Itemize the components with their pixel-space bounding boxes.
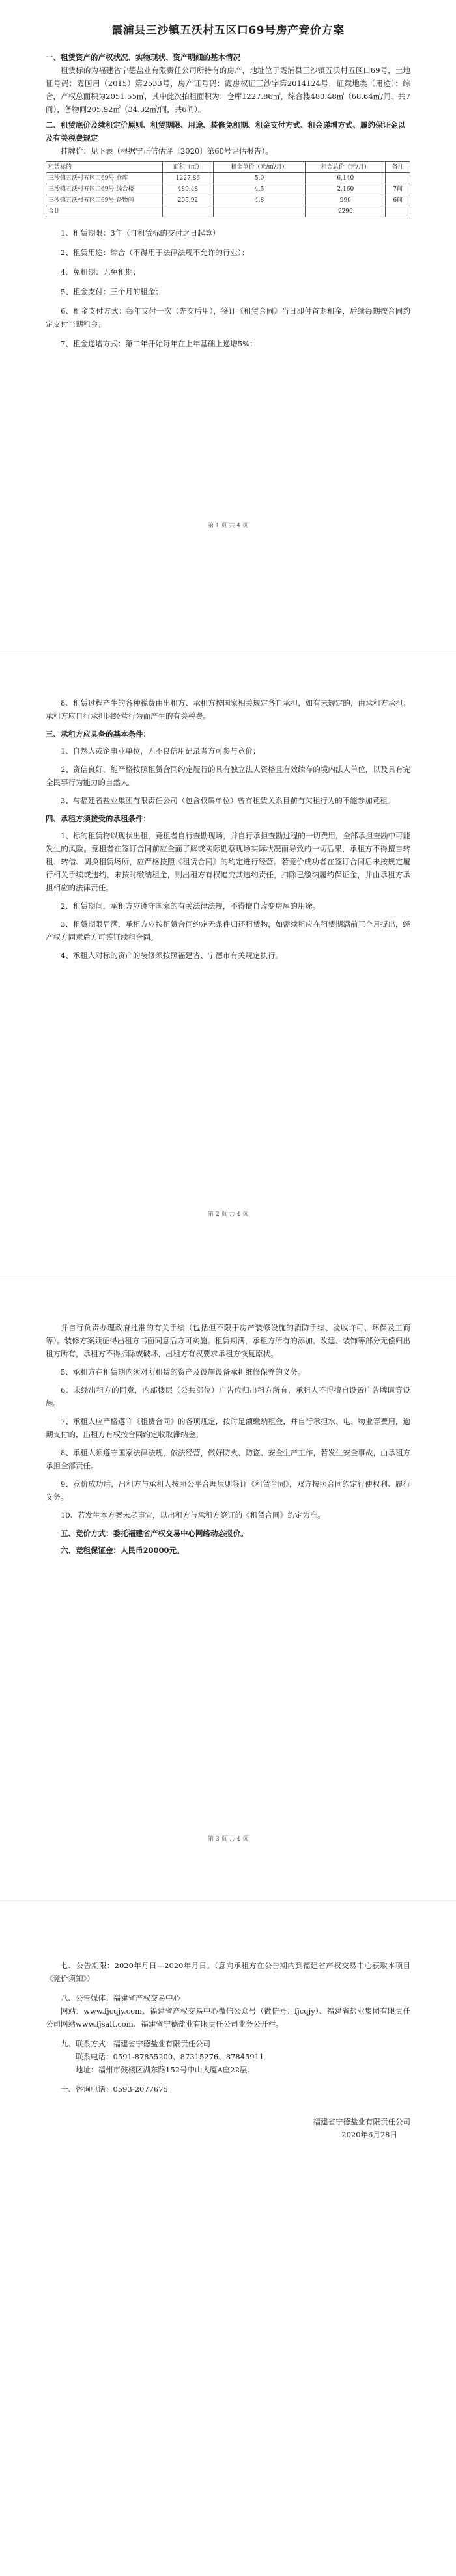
notice-media-detail: 网站：www.fjcqjy.com、福建省产权交易中心微信公众号（微信号：fjcqjy）、福建省盐业集团有限责任公司网站www.fjsalt.com、福建省宁德盐业有限责任公司业务公开栏。 [46, 2007, 410, 2029]
renovation-clause: 并自行负责办理政府批准的有关手续（包括但不限于房产装修设施的消防手续、验收许可、环保及工商等）。装修方案须征得出租方书面同意后方可实施。租赁期满，承租方所有的添加、改建、装饰等部分无偿归出租方所有，承租方不得拆除或破坏，出租方有权要求承租方恢复原状。 [46, 1323, 410, 1358]
table-cell: 7间 [386, 184, 410, 195]
notice-period: 七、公告期限：2020年月日—2020年月日。（意向承租方在公告期内到福建省产权交易中心获取本项目《竞价须知》） [46, 1961, 410, 1983]
table-cell: 990 [306, 195, 386, 206]
page-2 [0, 670, 456, 1230]
section-2-heading: 二、租赁底价及续租定价原则、租赁期限、用途、装修免租期、租金支付方式、租金递增方式、履约保证金以及有关税费规定 [46, 120, 405, 143]
term-item: 6、租金支付方式：每年支付一次（先交后用），签订《租赁合同》当日即付首期租金，后续每期按合同约定支付当期租金； [46, 307, 410, 329]
contact-heading: 九、联系方式：福建省宁德盐业有限责任公司 [61, 2039, 210, 2048]
lease-term-item: 9、竞价成功后，出租方与承租人按照公平合理原则签订《租赁合同》，双方按照合同约定行使权利、履行义务。 [46, 1479, 410, 1501]
table-header: 租金单价（元/㎡/月） [213, 162, 305, 173]
table-header: 备注 [386, 162, 410, 173]
table-header: 租金总价（元/月） [306, 162, 386, 173]
section-5-heading: 五、竞价方式：委托福建省产权交易中心网络动态报价。 [61, 1529, 248, 1538]
section-2-price-note: 挂牌价：见下表（根据宁正信估评〔2020〕第60号评估报告）。 [61, 146, 273, 156]
table-row [46, 184, 410, 195]
page-4-content [46, 1959, 410, 2141]
table-cell: 三沙镇五沃村五区口69号-仓库 [46, 173, 163, 184]
table-cell: 4.8 [213, 195, 305, 206]
page-4 [0, 1920, 456, 2571]
table-cell [213, 206, 305, 217]
table-header-row [46, 162, 410, 173]
table-header: 面积（㎡） [162, 162, 213, 173]
page-number: 第 3 页 共 4 页 [208, 1836, 248, 1843]
lease-term-item: 8、承租人须遵守国家法律法规，依法经营，做好防火、防盗、安全生产工作，若发生安全事故，由承租方承担全部责任。 [46, 1448, 410, 1470]
table-cell: 4.5 [213, 184, 305, 195]
term-item: 7、租金递增方式：第二年开始每年在上年基础上递增5%； [61, 339, 257, 348]
table-row [46, 195, 410, 206]
table-cell: 9290 [306, 206, 386, 217]
condition-item: 3、与福建省盐业集团有限责任公司（包含权属单位）曾有租赁关系目前有欠租行为的不能参加竞租。 [61, 796, 395, 805]
section-6-heading: 六、竞租保证金：人民币20000元。 [61, 1546, 184, 1555]
contact-phone: 联系电话：0591-87855200、87315276、87845911 [76, 2052, 264, 2061]
section-1-body: 租赁标的为福建省宁德盐业有限责任公司所持有的房产，地址位于霞浦县三沙镇五沃村五区口69号，土地证号码：霞国用（2015）第2533号，房产证号码：霞房权证三沙字第2014124号，证载地类（用途）：综合，产权总面积为2051.55㎡，其中此次拍租面积为：仓库1227.86㎡，综合楼480.48㎡（68.64㎡/间，共7间），备物间205.92㎡（34.32㎡/间，共6间）。 [46, 66, 410, 114]
table-cell: 5.0 [213, 173, 305, 184]
page-3-content [46, 1321, 410, 1557]
consult-phone: 十、咨询电话：0593-2077675 [61, 2085, 168, 2094]
page-1-content [46, 51, 410, 350]
lease-term-item: 7、承租人应严格遵守《租赁合同》的各项规定，按时足额缴纳租金，并自行承担水、电、物业等费用，逾期支付的，出租方有权按合同约定收取滞纳金。 [46, 1417, 410, 1439]
table-cell: 三沙镇五沃村五区口69号-备物间 [46, 195, 163, 206]
term-item: 1、租赁期限：3年（自租赁标的交付之日起算） [61, 228, 220, 238]
table-row [46, 173, 410, 184]
notice-media-heading: 八、公告媒体：福建省产权交易中心 [61, 1994, 180, 2003]
table-cell: 2,160 [306, 184, 386, 195]
lease-term-item: 1、标的租赁物以现状出租，竞租者自行查勘现场，并自行承担查勘过程的一切费用，全部承担查勘中可能发生的风险。竞租者在签订合同前应全面了解或实际勘察现场实际状况而导致的一切后果，承租方不得擅自转租、转借、调换租赁场所，应严格按照《租赁合同》的约定进行经营。若竞价成功者在签订合同后未按规定履行相关手续或违约、未按时缴纳租金，则出租方有权追究其违约责任，扣除已缴纳履约保证金，并由承租方承担相应的法律责任。 [46, 831, 410, 892]
term-item: 2、租赁用途：综合（不得用于法律法规不允许的行业）； [61, 248, 249, 257]
rent-price-table [46, 161, 410, 217]
lease-term-item: 10、若发生本方案未尽事宜，以出租方与承租方签订的《租赁合同》约定为准。 [61, 1511, 325, 1520]
signing-date: 2020年6月28日 [341, 2130, 397, 2139]
table-cell: 6,140 [306, 173, 386, 184]
lease-term-item: 4、承租人对标的资产的装修须按照福建省、宁德市有关规定执行。 [61, 951, 283, 960]
table-cell: 三沙镇五沃村五区口69号-综合楼 [46, 184, 163, 195]
term-item: 4、免租期：无免租期； [61, 267, 141, 277]
table-cell [386, 206, 410, 217]
page-number: 第 2 页 共 4 页 [208, 1211, 248, 1218]
lease-term-item: 5、承租方在租赁期内须对所租赁的资产及设施设备承担维修保养的义务。 [61, 1367, 306, 1377]
lease-term-item: 2、租赁期间，承租方应遵守国家的有关法律法规，不得擅自改变房屋的用途。 [61, 901, 321, 911]
page-3 [0, 1295, 456, 1855]
table-cell: 1227.86 [162, 173, 213, 184]
table-row-total [46, 206, 410, 217]
page-2-content [46, 696, 410, 962]
document-title: 霞浦县三沙镇五沃村五区口69号房产竞价方案 [111, 24, 345, 37]
table-cell: 6间 [386, 195, 410, 206]
table-cell [162, 206, 213, 217]
table-cell: 合计 [46, 206, 163, 217]
section-1-heading: 一、租赁资产的产权状况、实物现状、资产明细的基本情况 [46, 53, 240, 62]
page-divider [0, 1900, 456, 1901]
table-cell: 480.48 [162, 184, 213, 195]
term-item: 5、租金支付：三个月的租金； [61, 287, 163, 296]
table-header: 租赁标的 [46, 162, 163, 173]
page-1 [0, 0, 456, 540]
tax-clause: 8、租赁过程产生的各种税费由出租方、承租方按国家相关规定各自承担，如有未规定的，由承租方承担；承租方应自行承担因经营行为而产生的有关税费。 [46, 698, 410, 720]
lease-term-item: 3、租赁期限届满，承租方应按租赁合同约定无条件归还租赁物，如需续租应在租赁期满前三个月提出，经产权方同意后方可签订续租合同。 [46, 920, 410, 942]
section-3-heading: 三、承租方应具备的基本条件： [46, 730, 150, 739]
table-cell: 205.92 [162, 195, 213, 206]
page-number: 第 1 页 共 4 页 [208, 523, 248, 529]
section-4-heading: 四、承租方须接受的承租条件： [46, 814, 150, 823]
lease-term-item: 6、未经出租方的同意，内部楼层（公共部位）广告位归出租方所有，承租人不得擅自设置广告牌匾等设施。 [46, 1386, 410, 1408]
condition-item: 1、自然人或企事业单位，无不良信用记录者方可参与竞价； [61, 747, 261, 756]
contact-address: 地址：福州市鼓楼区湖东路152号中山大厦A座22层。 [76, 2065, 255, 2074]
table-cell [386, 173, 410, 184]
signer-company: 福建省宁德盐业有限责任公司 [313, 2117, 410, 2126]
condition-item: 2、资信良好，能严格按照租赁合同约定履行的具有独立法人资格且有效续存的境内法人单位，以及具有完全民事行为能力的自然人。 [46, 765, 410, 787]
